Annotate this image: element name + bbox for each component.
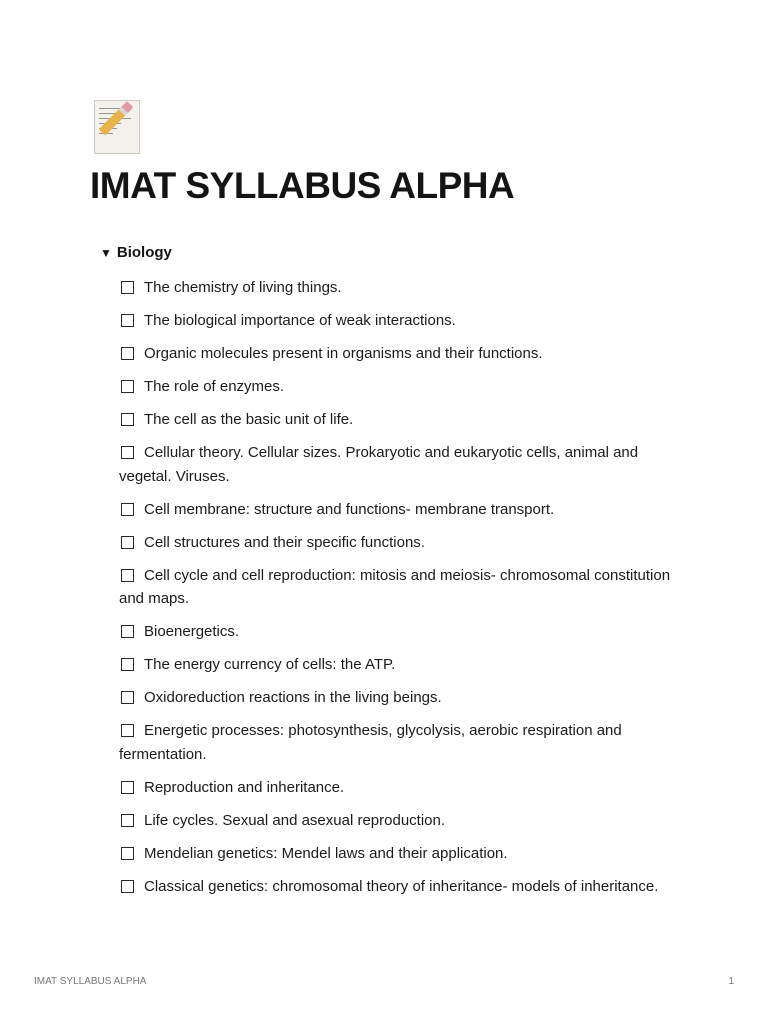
checkbox[interactable] <box>121 781 134 794</box>
todo-item <box>119 564 684 611</box>
todo-item <box>119 498 684 522</box>
checkbox[interactable] <box>121 503 134 516</box>
todo-label: Mendelian genetics: Mendel laws and their application. <box>144 844 508 862</box>
checkbox[interactable] <box>121 691 134 704</box>
todo-list <box>119 276 684 908</box>
checkbox[interactable] <box>121 880 134 893</box>
checkbox[interactable] <box>121 314 134 327</box>
todo-item <box>119 309 684 333</box>
memo-pencil-icon <box>94 100 144 156</box>
checkbox[interactable] <box>121 446 134 459</box>
checkbox[interactable] <box>121 569 134 582</box>
todo-label: Cell membrane: structure and functions- membrane transport. <box>144 500 555 518</box>
page-number: 1 <box>728 976 734 987</box>
todo-label: The cell as the basic unit of life. <box>144 411 354 428</box>
checkbox[interactable] <box>121 281 134 294</box>
todo-label: The biological importance of weak interactions. <box>144 312 456 329</box>
todo-label: Reproduction and inheritance. <box>144 778 345 796</box>
todo-item <box>119 620 684 644</box>
todo-label: The chemistry of living things. <box>144 279 342 296</box>
todo-item <box>119 531 684 555</box>
todo-label: The energy currency of cells: the ATP. <box>144 656 396 673</box>
todo-item <box>119 776 684 800</box>
checkbox[interactable] <box>121 658 134 671</box>
todo-label: Energetic processes: photosynthesis, glycolysis, aerobic respiration and fermentation. <box>119 722 622 763</box>
todo-label: Cell structures and their specific functions. <box>144 533 425 551</box>
footer-title: IMAT SYLLABUS ALPHA <box>34 976 147 987</box>
todo-label: Cellular theory. Cellular sizes. Prokaryotic and eukaryotic cells, animal and vegetal. Viruses. <box>119 444 639 485</box>
todo-item <box>119 276 684 300</box>
todo-label: Oxidoreduction reactions in the living beings. <box>144 689 442 706</box>
todo-item <box>119 719 684 766</box>
todo-label: The role of enzymes. <box>144 378 285 395</box>
page-title: IMAT SYLLABUS ALPHA <box>90 165 515 206</box>
todo-item <box>119 342 684 366</box>
todo-item <box>119 842 684 866</box>
todo-label: Bioenergetics. <box>144 623 240 640</box>
checkbox[interactable] <box>121 625 134 638</box>
checkbox[interactable] <box>121 413 134 426</box>
checkbox[interactable] <box>121 536 134 549</box>
todo-item <box>119 408 684 432</box>
todo-item <box>119 441 684 488</box>
todo-label: Cell cycle and cell reproduction: mitosis and meiosis- chromosomal constitution and maps. <box>119 566 671 607</box>
checkbox[interactable] <box>121 814 134 827</box>
checkbox[interactable] <box>121 347 134 360</box>
todo-label: Organic molecules present in organisms and their functions. <box>144 345 543 362</box>
checkbox[interactable] <box>121 380 134 393</box>
todo-item <box>119 375 684 399</box>
triangle-down-icon[interactable]: ▼ <box>100 246 112 260</box>
todo-item <box>119 809 684 833</box>
toggle-label: Biology <box>116 244 172 261</box>
checkbox[interactable] <box>121 847 134 860</box>
todo-label: Life cycles. Sexual and asexual reproduction. <box>144 811 446 829</box>
toggle-biology[interactable] <box>100 244 172 261</box>
todo-label: Classical genetics: chromosomal theory of inheritance- models of inheritance. <box>144 877 659 895</box>
checkbox[interactable] <box>121 724 134 737</box>
todo-item <box>119 653 684 677</box>
todo-item <box>119 686 684 710</box>
todo-item <box>119 875 684 899</box>
